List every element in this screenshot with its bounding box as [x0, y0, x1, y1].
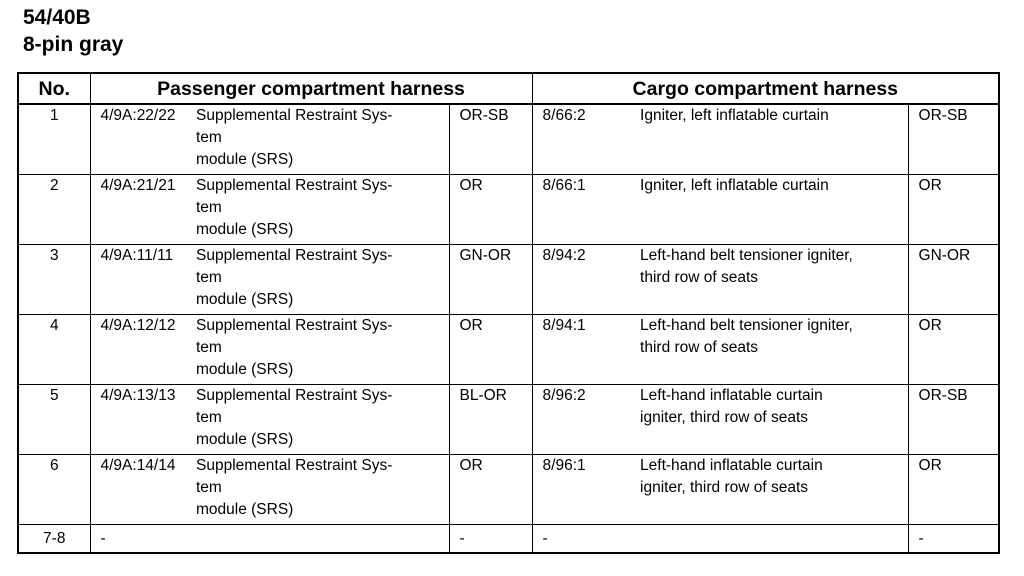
cargo-wire-color: OR-SB: [908, 385, 999, 455]
pin-number: 4: [18, 315, 90, 385]
passenger-description: Supplemental Restraint Sys- tem module (SRS): [194, 315, 449, 385]
cargo-wire-color: -: [908, 525, 999, 554]
pin-number: 7-8: [18, 525, 90, 554]
passenger-wire-color: GN-OR: [449, 245, 532, 315]
cargo-wire-color: OR-SB: [908, 104, 999, 175]
passenger-description: Supplemental Restraint Sys- tem module (SRS): [194, 245, 449, 315]
passenger-connector: 4/9A:21/21: [90, 175, 194, 245]
pin-number: 1: [18, 104, 90, 175]
cargo-wire-color: OR: [908, 455, 999, 525]
header-row: [18, 73, 999, 104]
cargo-description: Left-hand belt tensioner igniter, third row of seats: [636, 315, 908, 385]
cargo-connector: 8/96:1: [532, 455, 636, 525]
header-passenger: Passenger compartment harness: [90, 73, 532, 104]
table-row: [18, 385, 999, 455]
cargo-description: Left-hand inflatable curtain igniter, third row of seats: [636, 455, 908, 525]
table-row: [18, 525, 999, 554]
passenger-connector: 4/9A:13/13: [90, 385, 194, 455]
cargo-wire-color: GN-OR: [908, 245, 999, 315]
cargo-connector: 8/94:2: [532, 245, 636, 315]
passenger-connector: 4/9A:12/12: [90, 315, 194, 385]
passenger-wire-color: OR: [449, 455, 532, 525]
passenger-connector: 4/9A:14/14: [90, 455, 194, 525]
cargo-description: Left-hand belt tensioner igniter, third row of seats: [636, 245, 908, 315]
passenger-description: Supplemental Restraint Sys- tem module (SRS): [194, 385, 449, 455]
pin-number: 6: [18, 455, 90, 525]
cargo-connector: 8/66:2: [532, 104, 636, 175]
cargo-connector: 8/94:1: [532, 315, 636, 385]
pin-number: 3: [18, 245, 90, 315]
cargo-connector: 8/66:1: [532, 175, 636, 245]
cargo-connector: 8/96:2: [532, 385, 636, 455]
passenger-wire-color: BL-OR: [449, 385, 532, 455]
passenger-wire-color: -: [449, 525, 532, 554]
passenger-wire-color: OR: [449, 315, 532, 385]
cargo-connector: -: [532, 525, 908, 554]
connector-id: 54/40B: [23, 6, 91, 29]
passenger-description: Supplemental Restraint Sys- tem module (SRS): [194, 104, 449, 175]
passenger-connector: 4/9A:22/22: [90, 104, 194, 175]
connector-description: 8-pin gray: [23, 33, 124, 56]
pin-number: 5: [18, 385, 90, 455]
header-no: No.: [18, 73, 90, 104]
table-row: [18, 315, 999, 385]
passenger-connector: 4/9A:11/11: [90, 245, 194, 315]
table-row: [18, 104, 999, 175]
header-cargo: Cargo compartment harness: [532, 73, 999, 104]
cargo-wire-color: OR: [908, 315, 999, 385]
table-row: [18, 455, 999, 525]
passenger-description: Supplemental Restraint Sys- tem module (SRS): [194, 455, 449, 525]
cargo-wire-color: OR: [908, 175, 999, 245]
table-row: [18, 245, 999, 315]
passenger-connector: -: [90, 525, 449, 554]
cargo-description: Igniter, left inflatable curtain: [636, 175, 908, 245]
passenger-wire-color: OR: [449, 175, 532, 245]
pin-table: [17, 72, 1000, 554]
passenger-description: Supplemental Restraint Sys- tem module (SRS): [194, 175, 449, 245]
cargo-description: Left-hand inflatable curtain igniter, third row of seats: [636, 385, 908, 455]
table-row: [18, 175, 999, 245]
passenger-wire-color: OR-SB: [449, 104, 532, 175]
cargo-description: Igniter, left inflatable curtain: [636, 104, 908, 175]
pin-number: 2: [18, 175, 90, 245]
